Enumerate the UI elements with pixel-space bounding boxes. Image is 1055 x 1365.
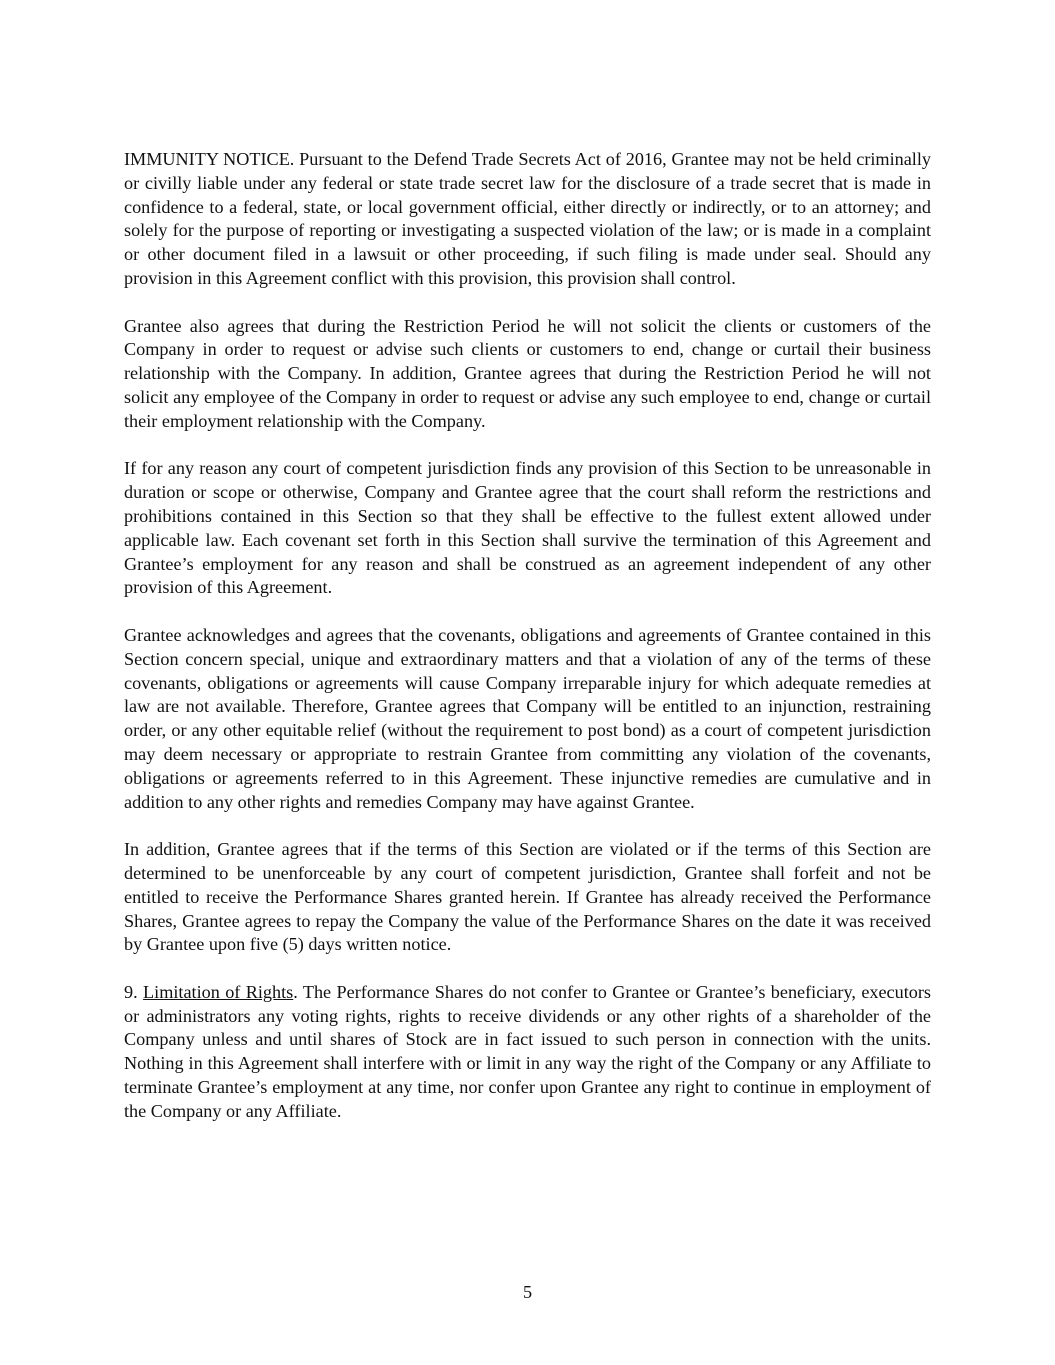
section-heading: Limitation of Rights bbox=[143, 981, 294, 1002]
section-number: 9. bbox=[124, 981, 144, 1002]
paragraph-forfeiture: In addition, Grantee agrees that if the terms of this Section are violated or if the terms of this Section are determined to be unenforceable by any court of competent jurisdiction, Grantee shall forfeit and not be entitled to receive the Performance Shares granted herein. If Grantee has already received the Performance Shares, Grantee agrees to repay the Company the value of the Performance Shares on the date it was received by Grantee upon five (5) days written notice. bbox=[124, 839, 931, 955]
paragraph-immunity-notice: IMMUNITY NOTICE. Pursuant to the Defend Trade Secrets Act of 2016, Grantee may not be held criminally or civilly liable under any federal or state trade secret law for the disclosure of a trade secret that is made in confidence to a federal, state, or local government official, either directly or indirectly, or to an attorney; and solely for the purpose of reporting or investigating a suspected violation of the law; or is made in a complaint or other document filed in a lawsuit or other proceeding, if such filing is made under seal. Should any provision in this Agreement conflict with this provision, this provision shall control. bbox=[124, 149, 931, 288]
paragraph-injunctive-relief: Grantee acknowledges and agrees that the covenants, obligations and agreements of Grantee contained in this Section concern special, unique and extraordinary matters and that a violation of any of the terms of these covenants, obligations or agreements will cause Company irreparable injury for which adequate remedies at law are not available. Therefore, Grantee agrees that Company will be entitled to an injunction, restraining order, or any other equitable relief (without the requirement to post bond) as a court of competent jurisdiction may deem necessary or appropriate to restrain Grantee from committing any violation of the covenants, obligations or agreements referred to in this Agreement. These injunctive remedies are cumulative and in addition to any other rights and remedies Company may have against Grantee. bbox=[124, 624, 931, 812]
section-9-limitation-of-rights bbox=[124, 981, 931, 1124]
paragraph-reformation: If for any reason any court of competent jurisdiction finds any provision of this Section to be unreasonable in duration or scope or otherwise, Company and Grantee agree that the court shall reform the restrictions and prohibitions contained in this Section so that they shall be effective to the fullest extent allowed under applicable law. Each covenant set forth in this Section shall survive the termination of this Agreement and Grantee’s employment for any reason and shall be construed as an agreement independent of any other provision of this Agreement. bbox=[124, 458, 931, 598]
section-body: . The Performance Shares do not confer to Grantee or Grantee’s beneficiary, executors or administrators any voting rights, rights to receive dividends or any other rights of a shareholder of the Company unless and until shares of Stock are in fact issued to such person in connection with the units. Nothing in this Agreement shall interfere with or limit in any way the right of the Company or any Affiliate to terminate Grantee’s employment at any time, nor confer upon Grantee any right to continue in employment of the Company or any Affiliate. bbox=[124, 981, 932, 1121]
paragraph-non-solicitation: Grantee also agrees that during the Restriction Period he will not solicit the clients or customers of the Company in order to request or advise such clients or customers to end, change or curtail their business relationship with the Company. In addition, Grantee agrees that during the Restriction Period he will not solicit any employee of the Company in order to request or advise any such employee to end, change or curtail their employment relationship with the Company. bbox=[124, 315, 931, 431]
page-number: 5 bbox=[522, 1282, 533, 1302]
document-body bbox=[124, 148, 931, 1147]
